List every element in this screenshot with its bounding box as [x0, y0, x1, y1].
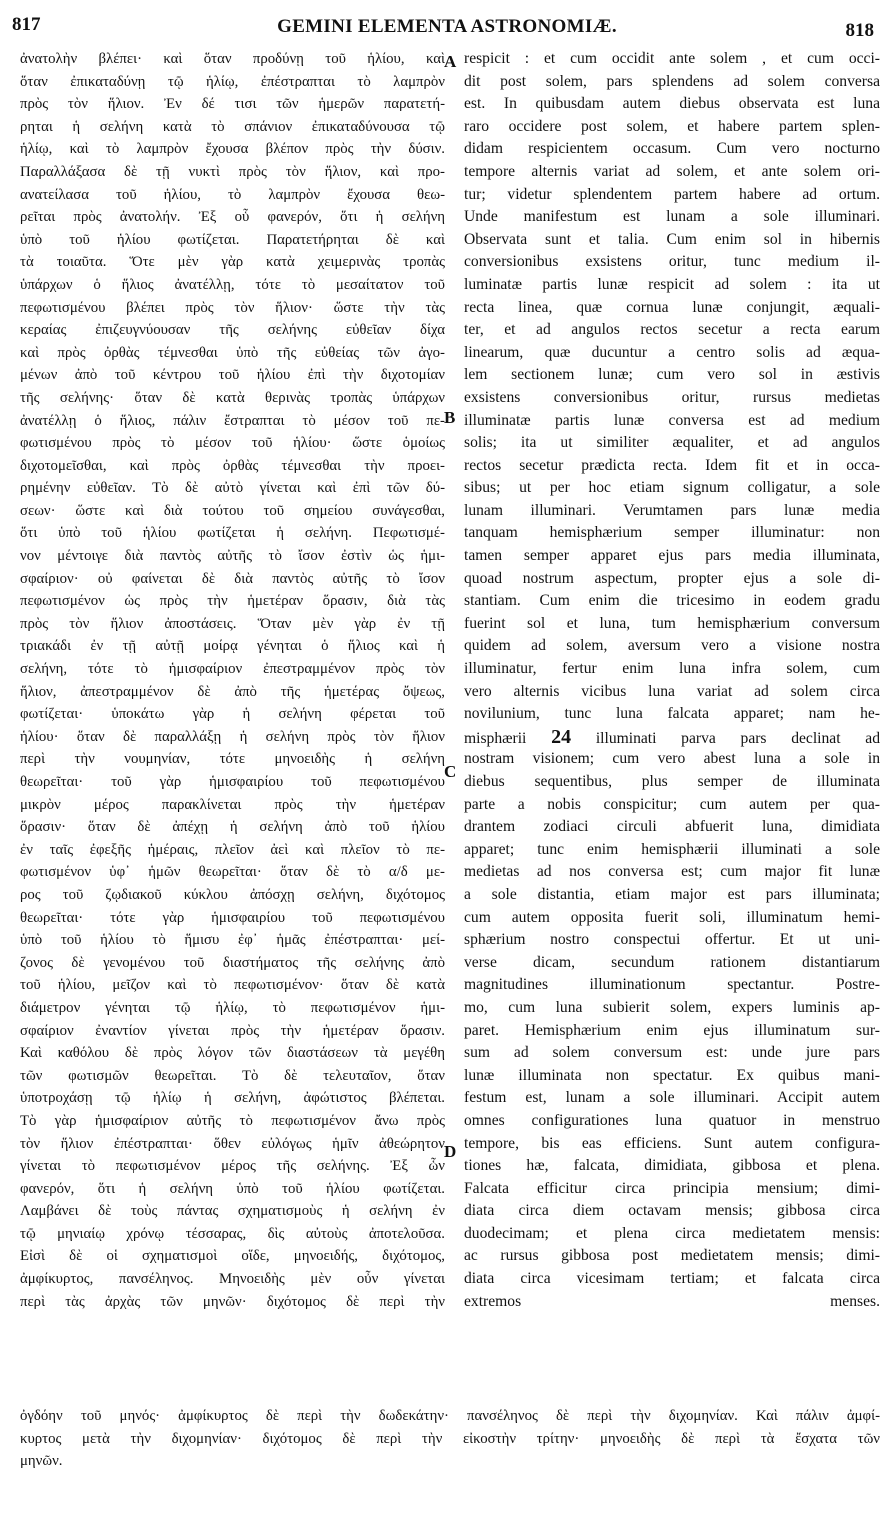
latin-text-line: stantiam. Cum enim die tricesimo in eodem gradu: [464, 592, 880, 610]
latin-text-line: raro occidere post solem, et habere partem splen-: [464, 117, 880, 135]
latin-text-line: mo, cum luna subierit solem, expers luminis ap-: [464, 998, 880, 1016]
latin-text-line: magnitudines illuminationum spectantur. Postre-: [464, 976, 880, 994]
latin-text-line: tanquam hemisphærium semper illuminatur: non: [464, 524, 880, 542]
latin-text-line: luminatæ partis lunæ respicit ad solem : ita ut: [464, 275, 880, 293]
latin-text-line: sum ad solem conversum est: unde jure pars: [464, 1044, 880, 1062]
latin-text-line: illuminatur, fertur enim luna infra solem, cum: [464, 660, 880, 678]
latin-text-line: omnes configurationes luna quatuor in menstruo: [464, 1111, 880, 1129]
greek-text-line: περὶ τὴν νουμηνίαν, τότε μηνοειδὴς ἡ σελήνη: [20, 751, 445, 768]
greek-text-line: ζονος δὲ γενομένου τοῦ διαστήματος τῆς σελήνης ἀπὸ: [20, 954, 445, 971]
latin-text-line: tempore alternis variat ad solem, et ante solem ori-: [464, 162, 880, 180]
greek-text-line: φωτίζεται· ὑποκάτω γὰρ ἡ σελήνη φέρεται τοῦ: [20, 706, 445, 723]
greek-text-line: ὅτι ὑπὸ τοῦ ἡλίου φωτίζεται ἡ σελήνη. Πεφωτισμέ-: [20, 525, 445, 542]
greek-text-line: ἀμφίκυρτος, πανσέληνος. Μηνοειδὴς μὲν οὖν γίνεται: [20, 1271, 445, 1288]
greek-text-line: σεων· ὥστε καὶ διὰ τούτου τοῦ σημείου συνάγεσθαι,: [20, 502, 445, 519]
latin-text-line: diata circa diem octavam mensis; gibbosa circa: [464, 1202, 880, 1220]
greek-text-line: καὶ πρὸς ὀρθὰς τέμνεσθαι ὑπὸ τῆς εὐθείας τῶν ἀγο-: [20, 344, 445, 361]
greek-text-line: πρὸς τὸν ἥλιον. Ἐν δέ τισι τῶν ἡμερῶν παρατετή-: [20, 96, 445, 113]
greek-text-line: σφαίριον· οὐ φαίνεται δὲ διὰ παντὸς αὐτῆς τὸ ἴσον: [20, 570, 445, 587]
greek-text-line: ἡλίῳ, καὶ τὸ λαμπρὸν ἔχουσα βλέπον πρὸς τὴν δύσιν.: [20, 141, 445, 158]
greek-text-line: ἥλιον, ἀπεστραμμένον δὲ ἀπὸ τῆς ἡμετέρας ὄψεως,: [20, 683, 445, 700]
greek-text-line: ὅταν ἐπικαταδύνῃ τῷ ἡλίῳ, ἐπέστραπται τὸ λαμπρὸν: [20, 73, 445, 90]
section-marker-c: C: [444, 762, 457, 781]
latin-text-line: recta linea, quæ cornua lunæ conjungit, æquali-: [464, 298, 880, 316]
latin-text-line: drantem zodiaci circuli abfuerit luna, dimidiata: [464, 818, 880, 836]
latin-text-line: lunæ illuminata non spectatur. Ex quibus mani-: [464, 1066, 880, 1084]
latin-text-line: dit post solem, pars splendens ad solem conversa: [464, 72, 880, 90]
latin-text-line: linearum, quæ ducuntur a centro solis ad æqua-: [464, 343, 880, 361]
latin-text-line: sphærium nostro conspectui offertur. Et ut uni-: [464, 931, 880, 949]
greek-text-line: θεωρεῖται· τότε γὰρ ἡμισφαιρίου τοῦ πεφωτισμένου: [20, 909, 445, 926]
greek-text-line: ὅρασιν· ὅταν δὲ ἀπέχῃ ἡ σελήνη ἀπὸ τοῦ ἡλίου: [20, 819, 445, 836]
greek-text-line: σφαίριον ἐναντίον γίνεται πρὸς τὴν ἡμετέραν ὅρασιν.: [20, 1022, 445, 1039]
greek-text-line: ὑποτροχάσῃ τῷ ἡλίῳ ἡ σελήνη, ἀφώτιστος βλέπεται.: [20, 1090, 445, 1107]
greek-text-line: Τὸ γὰρ ἡμισφαίριον αὐτῆς τὸ πεφωτισμένον ἄνω πρὸς: [20, 1112, 445, 1129]
greek-text-line: τῶν φωτισμῶν θεωρεῖται. Τὸ δὲ τελευταῖον, ὅταν: [20, 1067, 445, 1084]
latin-text-line: tempore, bis eas efficiens. Sunt autem configura-: [464, 1134, 880, 1152]
greek-text-line: τοῦ ἡλίου, μεῖζον καὶ τὸ πεφωτισμένον· ὅταν δὲ κατὰ: [20, 977, 445, 994]
greek-text-line: μηνῶν.: [20, 1453, 63, 1470]
greek-continuation-block: [20, 1405, 880, 1473]
greek-text-line: τῆς σελήνης· ὅταν δὲ κατὰ θερινὰς τροπὰς ὑπάρχων: [20, 389, 445, 406]
greek-text-line: ὀγδόην τοῦ μηνός· ἀμφίκυρτος δὲ περὶ τὴν δωδεκάτην· πανσέληνος δὲ περὶ τὴν διχομηνίαν. Καὶ πάλιν ἀμφί-: [20, 1408, 880, 1424]
latin-text-line: ter, et ad angulos rectos secetur a recta earum: [464, 321, 880, 339]
greek-text-line: Εἰσὶ δὲ οἱ σχηματισμοὶ οἵδε, μηνοειδής, διχότομος,: [20, 1248, 445, 1265]
latin-text-line: cum autem opposita fuerit soli, illuminatum hemi-: [464, 908, 880, 926]
greek-text-line: ὑπὸ τοῦ ἡλίου τὸ ἥμισυ ἐφ᾽ ἡμᾶς ἐπέστραπται· μεί-: [20, 932, 445, 949]
greek-text-line: ανατείλασα τοῦ ἡλίου, τὸ λαμπρὸν ἔχουσα θεω-: [20, 186, 445, 203]
latin-text-line: respicit : et cum occidit ante solem , et cum occi-: [464, 50, 880, 67]
latin-text-line: apparet; tunc enim hemisphærii illuminati a sole: [464, 840, 880, 858]
latin-text-line: tiones hæ, falcata, dimidiata, gibbosa et plena.: [464, 1157, 880, 1175]
latin-text-line: vero alternis vicibus luna variat ad solem circa: [464, 682, 880, 700]
latin-text-line: est. In quibusdam autem diebus observata est luna: [464, 95, 880, 113]
greek-text-line: νον μέντοιγε διὰ παντὸς αὐτῆς τὸ ἴσον ἐστὶν ὡς ἡμι-: [20, 548, 445, 565]
latin-text-line: conversionibus exsistens oritur, tunc medium il-: [464, 253, 880, 271]
latin-text-line: ac rursus gibbosa post medietatem mensis; dimi-: [464, 1247, 880, 1265]
latin-text-line: verse dicam, secundum rationem distantiarum: [464, 953, 880, 971]
section-numeral: 24: [551, 725, 572, 748]
greek-text-line: μένων ἀπὸ τοῦ κέντρου τοῦ ἡλίου ἐπὶ τὴν διχοτομίαν: [20, 367, 445, 384]
greek-text-line: ρηται ἡ σελήνη κατὰ τὸ σπάνιον ἐπικαταδύνουσα τῷ: [20, 118, 445, 135]
latin-text-line: quidem ad solem, aversum vero a visione nostra: [464, 637, 880, 655]
greek-text-line: Καὶ καθόλου δὲ πρὸς λόγον τῶν διαστάσεων τὰ μεγέθη: [20, 1045, 445, 1062]
latin-text-line: festum est, lunam a sole illuminari. Accipit autem: [464, 1089, 880, 1107]
greek-text-column: [20, 48, 445, 1404]
latin-text-line: paret. Hemisphærium enim ejus illuminatum sur-: [464, 1021, 880, 1039]
latin-text-line: nostram visionem; cum vero abest luna a sole in: [464, 750, 880, 768]
latin-text-line: Unde manifestum est lunam a sole illuminari.: [464, 208, 880, 226]
latin-text-line: extremos menses.: [464, 1292, 880, 1310]
greek-text-line: ἀνατέλλῃ ὁ ἥλιος, πάλιν ἔστραπται τὸ μέσον τοῦ πε-: [20, 412, 445, 429]
latin-text-line: illuminatæ partis lunæ conversa est ad medium: [464, 411, 880, 429]
greek-text-line: θεωρεῖται· τοῦ γὰρ ἡμισφαιρίου τοῦ πεφωτισμένου: [20, 774, 445, 790]
greek-text-line: πεφωτισμένου βλέπει πρὸς τὸν ἥλιον· ὥστε τὴν τὰς: [20, 299, 445, 316]
latin-text-line: lem sectionem lunæ; cum vero sol in æstivis: [464, 366, 880, 384]
latin-text-line: lunam illuminari. Verumtamen pars lunæ media: [464, 501, 880, 519]
latin-text-line: Falcata efficitur circa principia mensium; dimi-: [464, 1179, 880, 1197]
greek-text-line: τὸν ἥλιον ἐπέστραπται· ὅθεν εὐλόγως ἡμῖν ἀθεώρητον: [20, 1135, 445, 1152]
latin-text-line: tamen semper apparet ejus pars media illuminata,: [464, 547, 880, 565]
greek-text-line: ὑπάρχων ὁ ἥλιος ἀνατέλλῃ, τότε τὸ μεσαίτατον τοῦ: [20, 276, 445, 293]
greek-text-line: γίνεται τὸ πεφωτισμένον μέρος τῆς σελήνης. Ἐξ ὧν: [20, 1158, 445, 1175]
latin-text-line: parte a nobis conspicitur; cum autem per qua-: [464, 795, 880, 813]
greek-text-line: τὰ τοιαῦτα. Ὅτε μὲν γὰρ κατὰ χειμερινὰς τροπὰς: [20, 254, 445, 271]
page-number-right: 818: [845, 20, 874, 41]
latin-text-line: duodecimam; et plena circa medietatem mensis:: [464, 1224, 880, 1242]
greek-text-line: περὶ τὰς ἀρχὰς τῶν μηνῶν· διχότομος δὲ περὶ τὴν: [20, 1293, 445, 1310]
greek-text-line: κεραίας ἐπιζευγνύουσαν τῆς σελήνης εὐθεῖαν δίχα: [20, 322, 445, 339]
greek-text-line: τῷ μηνιαίῳ χρόνῳ τέσσαρας, δὶς αὐτοὺς ἀποτελοῦσα.: [20, 1225, 445, 1242]
latin-text-line: solis; ita ut similiter æqualiter, et ad angulos: [464, 434, 880, 452]
latin-text-line: medietas ad nos conversa est; cum major fit lunæ: [464, 863, 880, 881]
latin-text-column: [464, 48, 880, 1404]
page-number-left: 817: [12, 14, 41, 35]
latin-text-line: fuerint sol et luna, tum hemisphærium conversum: [464, 614, 880, 632]
latin-text-line: rectos secetur prædicta recta. Idem fit et in occa-: [464, 456, 880, 474]
page-header: [0, 0, 894, 40]
latin-text-line: novilunium, tunc luna falcata apparet; nam he-: [464, 705, 880, 723]
greek-text-line: μικρὸν μέρος παρακλίνεται πρὸς τὴν ἡμετέραν: [20, 796, 445, 813]
latin-text-line: didam respicientem occasum. Cum vero nocturno: [464, 140, 880, 158]
greek-text-line: ἐν ταῖς ἐφεξῆς ἡμέραις, πλεῖον ἀεὶ καὶ πλεῖον τὸ πε-: [20, 841, 445, 858]
greek-text-line: φωτισμένον ὑφ᾽ ἡμῶν θεωρεῖται· ὅταν δὲ τὸ α/δ με-: [20, 864, 445, 881]
greek-text-line: διάμετρον γένηται τῷ ἡλίῳ, τὸ πεφωτισμένον ἡμι-: [20, 999, 445, 1016]
greek-text-line: φωτισμένου πρὸς τὸ μέσον τοῦ ἡλίου· ὥστε ὁμοίως: [20, 435, 445, 452]
greek-text-line: ρεῖται πρὸς ἀνατολήν. Ἐξ οὗ φανερόν, ὅτι ἡ σελήνη: [20, 209, 445, 226]
latin-text-line: diata circa vicesimam tertiam; et falcata circa: [464, 1270, 880, 1288]
section-marker-d: D: [444, 1142, 457, 1161]
latin-text-line: misphærii 24 illuminati parva pars declinat ad: [464, 725, 880, 748]
greek-text-line: τριακάδι ἐν τῇ αὐτῇ μοίρᾳ γένηται ὁ ἥλιος καὶ ἡ: [20, 638, 445, 655]
latin-text-line: diebus sequentibus, plus semper de illuminata: [464, 773, 880, 790]
latin-text-line: a sole distantia, etiam major est pars illuminata;: [464, 885, 880, 903]
greek-text-line: ρημένην εὐθεῖαν. Τὸ δὲ αὐτὸ γίνεται καὶ ἐπὶ τῶν δύ-: [20, 480, 445, 497]
latin-text-line: Observata sunt et talia. Cum enim sol in hibernis: [464, 230, 880, 248]
greek-text-line: Λαμβάνει δὲ τοὺς πάντας σχηματισμοὺς ἡ σελήνη ἐν: [20, 1203, 445, 1220]
greek-text-line: πεφωτισμένον ὡς πρὸς τὴν ἡμετέραν ὅρασιν, διὰ τὰς: [20, 593, 445, 610]
latin-text-line: quoad nostrum aspectum, propter ejus a sole di-: [464, 569, 880, 587]
greek-text-line: ρος τοῦ ζῳδιακοῦ κύκλου ἀπόσχῃ σελήνη, διχότομος: [20, 886, 445, 903]
greek-text-line: σελήνη, τότε τὸ ἡμισφαίριον ἐπεστραμμένον πρὸς τὸν: [20, 661, 445, 678]
greek-text-line: πρὸς τὸν ἥλιον ἀποστάσεις. Ὅταν μὲν γὰρ ἐν τῇ: [20, 615, 445, 632]
greek-text-line: ἡλίου· ὅταν δὲ παραλλάξῃ ἡ σελήνη πρὸς τὸν ἥλιον: [20, 728, 445, 745]
greek-text-line: Παραλλάξασα δὲ τῇ νυκτὶ πρὸς τὸν ἥλιον, καὶ προ-: [20, 163, 445, 180]
greek-text-line: κυρτος μετὰ τὴν διχομηνίαν· διχότομος δὲ περὶ τὴν εἰκοστὴν τρίτην· μηνοειδὴς δὲ περὶ τὰ ἔσχατα τῶν: [20, 1430, 880, 1447]
greek-text-line: φανερόν, ὅτι ἡ σελήνη ὑπὸ τοῦ ἡλίου φωτίζεται.: [20, 1180, 445, 1197]
section-marker-a: A: [444, 52, 457, 71]
latin-text-line: tur; videtur splendentem partem habere ad ortum.: [464, 185, 880, 203]
running-title: GEMINI ELEMENTA ASTRONOMIÆ.: [277, 16, 617, 37]
latin-text-line: sibus; ut per hoc etiam signum colligatur, a sole: [464, 479, 880, 497]
latin-text-line: exsistens conversionibus oritur, rursus medietas: [464, 388, 880, 406]
greek-text-line: ὑπὸ τοῦ ἡλίου φωτίζεται. Παρατετήρηται δὲ καὶ: [20, 231, 445, 248]
greek-text-line: ἀνατολὴν βλέπει· καὶ ὅταν προδύνῃ τοῦ ἡλίου, καὶ: [20, 51, 445, 67]
section-marker-b: B: [444, 408, 456, 427]
greek-text-line: διχοτομεῖσθαι, καὶ πρὸς ὀρθὰς τέμνεσθαι τὴν προει-: [20, 457, 445, 474]
